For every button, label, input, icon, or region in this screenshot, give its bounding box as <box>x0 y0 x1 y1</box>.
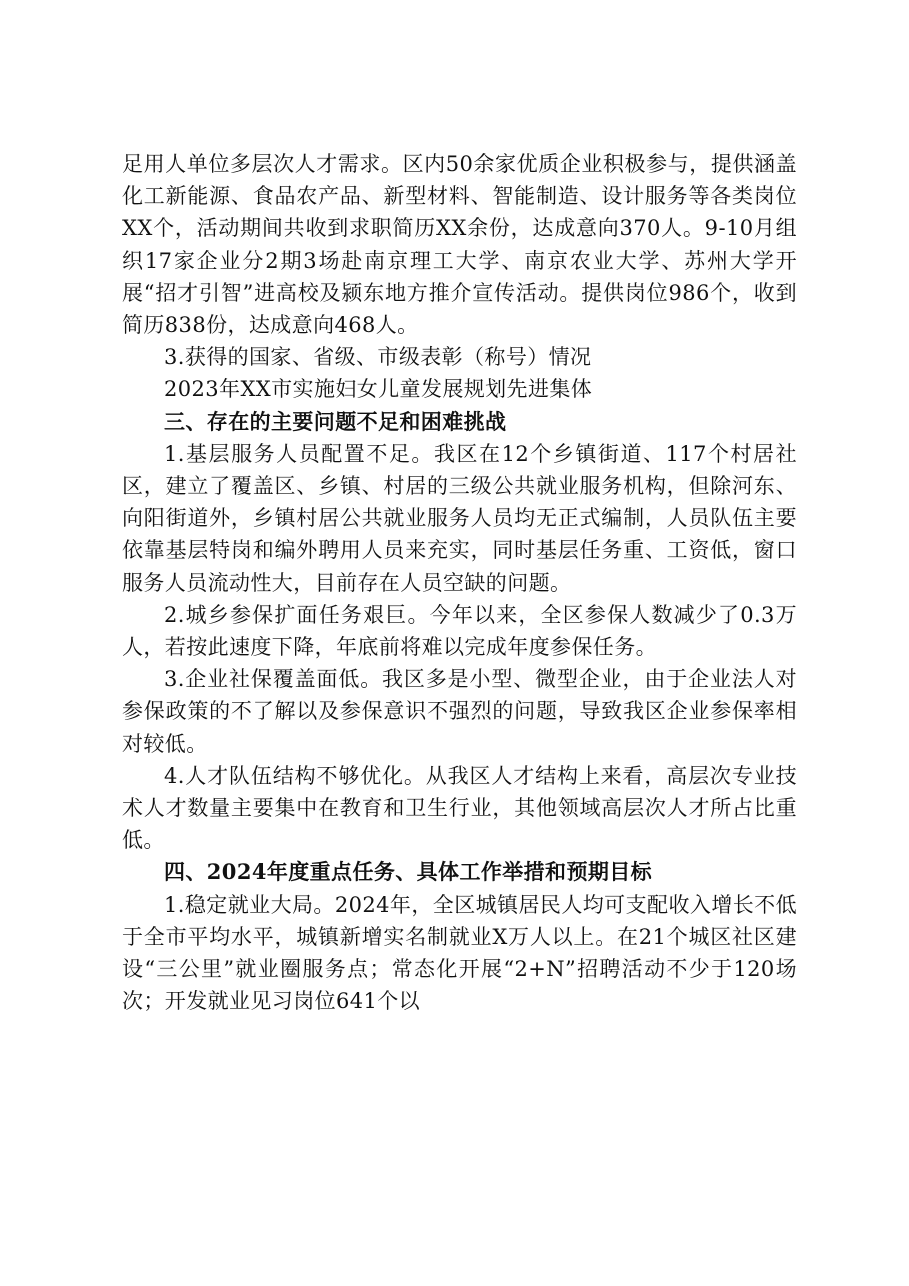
paragraph-task-employment: 1.稳定就业大局。2024年，全区城镇居民人均可支配收入增长不低于全市平均水平，城镇新增实名制就业X万人以上。在21个城区社区建设“三公里”就业圈服务点；常态化开展“2+N”招聘活动不少于120场次；开发就业见习岗位641个以 <box>122 892 797 1014</box>
paragraph-problem-enterprise-coverage: 3.企业社保覆盖面低。我区多是小型、微型企业，由于企业法人对参保政策的不了解以及参保意识不强烈的问题，导致我区企业参保率相对较低。 <box>122 667 797 756</box>
paragraph-honors-item: 3.获得的国家、省级、市级表彰（称号）情况 <box>164 345 592 370</box>
paragraph-problem-insurance-expansion: 2.城乡参保扩面任务艰巨。今年以来，全区参保人数减少了0.3万人，若按此速度下降，年底前将难以完成年度参保任务。 <box>122 602 797 660</box>
paragraph-problem-talent-structure: 4.人才队伍结构不够优化。从我区人才结构上来看，高层次专业技术人才数量主要集中在教育和卫生行业，其他领域高层次人才所占比重低。 <box>122 763 797 853</box>
paragraph-recruitment-activities: 足用人单位多层次人才需求。区内50余家优质企业积极参与，提供涵盖化工新能源、食品农产品、新型材料、智能制造、设计服务等各类岗位XX个，活动期间共收到求职简历XX余份，达成意向370人。9-10月组织17家企业分2期3场赴南京理工大学、南京农业大学、苏州大学开展“招才引智”进高校及颍东地方推介宣传活动。提供岗位986个，收到简历838份，达成意向468人。 <box>122 152 797 338</box>
paragraph-honor-title: 2023年XX市实施妇女儿童发展规划先进集体 <box>164 377 593 402</box>
section-heading-2024-tasks: 四、2024年度重点任务、具体工作举措和预期目标 <box>164 859 653 885</box>
paragraph-problem-staffing: 1.基层服务人员配置不足。我区在12个乡镇街道、117个村居社区，建立了覆盖区、乡镇、村居的三级公共就业服务机构，但除河东、向阳街道外，乡镇村居公共就业服务人员均无正式编制，人员队伍主要依靠基层特岗和编外聘用人员来充实，同时基层任务重、工资低，窗口服务人员流动性大，目前存在人员空缺的问题。 <box>122 441 797 595</box>
document-body <box>122 148 797 1017</box>
section-heading-problems: 三、存在的主要问题不足和困难挑战 <box>164 408 507 434</box>
